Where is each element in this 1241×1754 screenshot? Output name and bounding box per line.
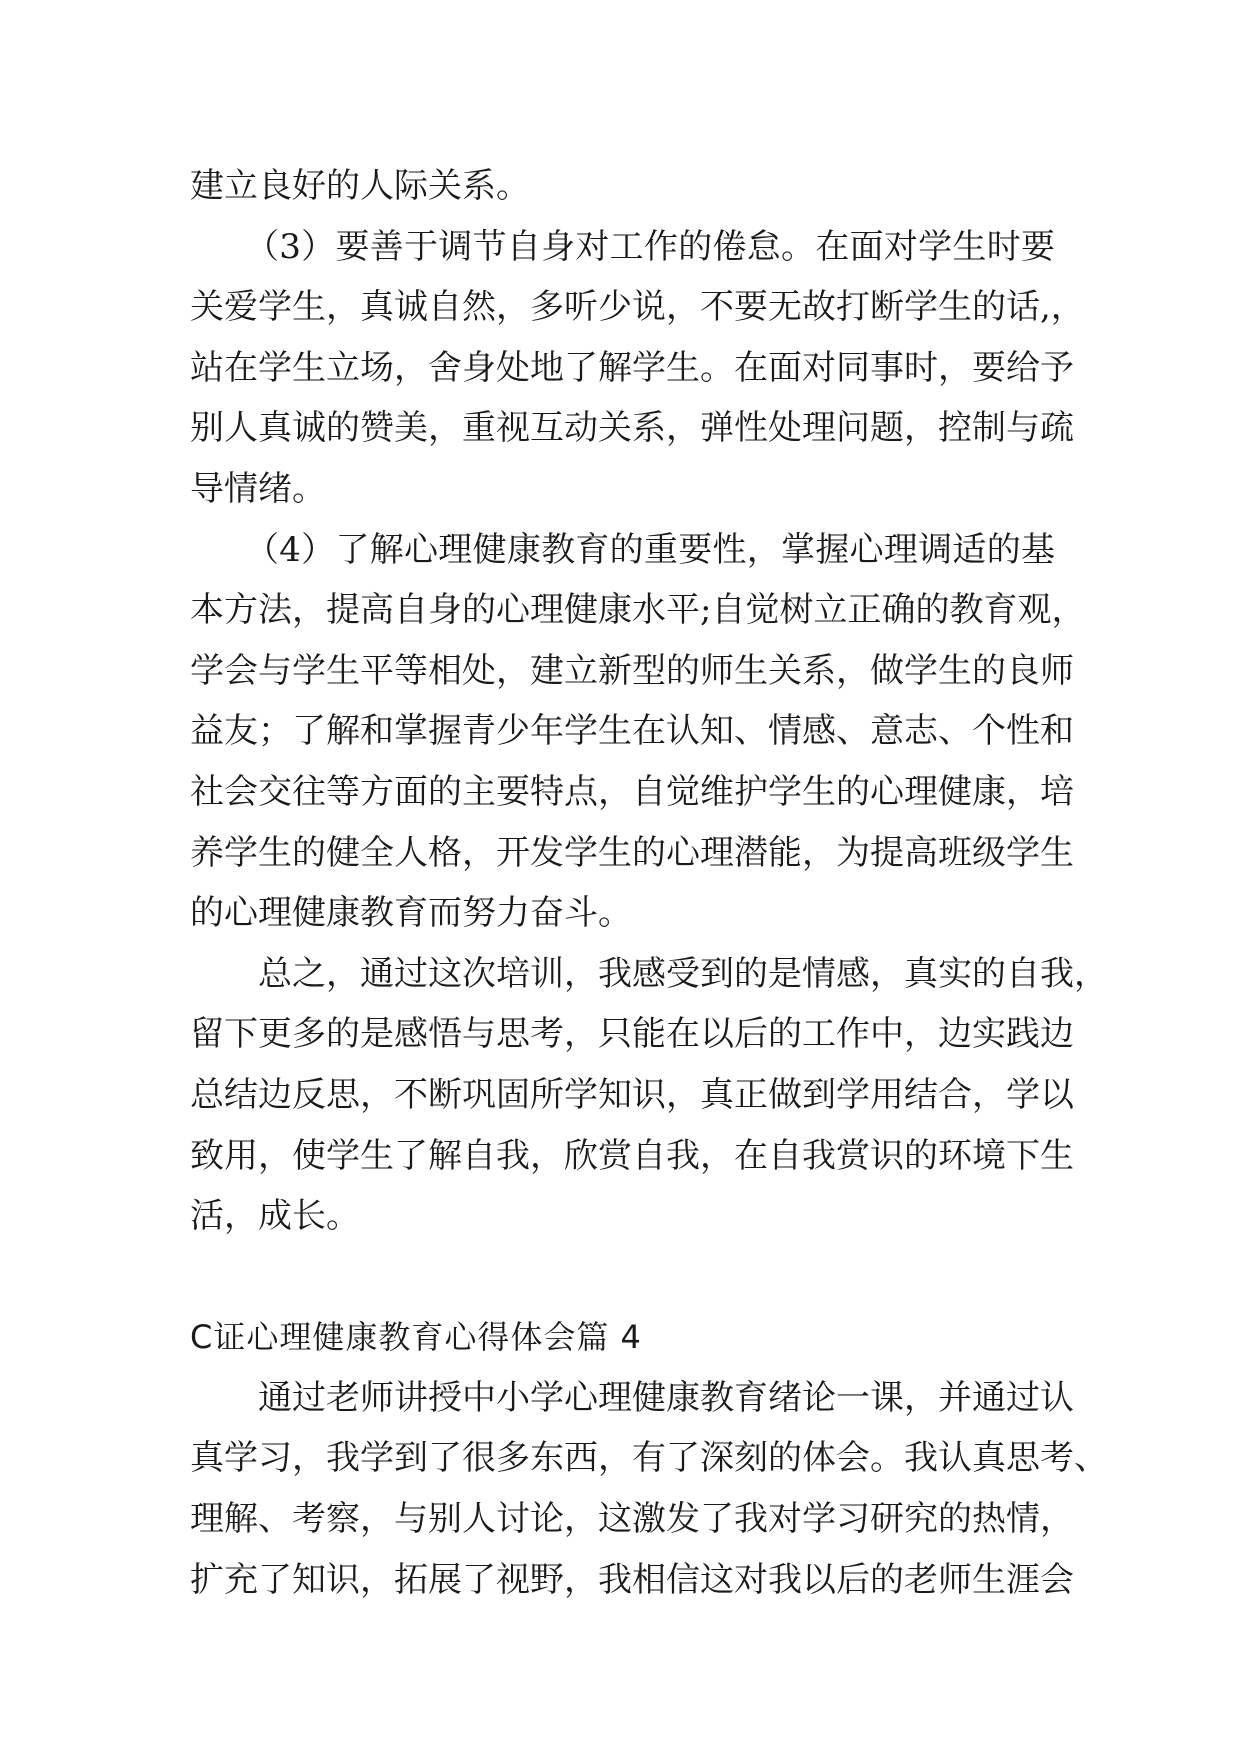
text-line: 学会与学生平等相处，建立新型的师生关系，做学生的良师 xyxy=(190,650,1074,691)
text-line: 致用，使学生了解自我，欣赏自我，在自我赏识的环境下生 xyxy=(190,1135,1074,1176)
text-line: 理解、考察，与别人讨论，这激发了我对学习研究的热情， xyxy=(190,1499,1074,1540)
paragraph-block-2 xyxy=(190,1368,1108,1610)
text-line: 扩充了知识，拓展了视野，我相信这对我以后的老师生涯会 xyxy=(190,1559,1074,1600)
text-line: 总结边反思，不断巩固所学知识，真正做到学用结合，学以 xyxy=(190,1074,1074,1115)
text-line: 导情绪。 xyxy=(190,468,326,509)
text-line: 社会交往等方面的主要特点，自觉维护学生的心理健康，培 xyxy=(190,771,1074,812)
text-line: 养学生的健全人格，开发学生的心理潜能，为提高班级学生 xyxy=(190,832,1074,873)
text-line: 活，成长。 xyxy=(190,1196,360,1237)
text-line: 总之，通过这次培训，我感受到的是情感，真实的自我， xyxy=(258,953,1108,994)
paragraph-block-1 xyxy=(190,156,1108,1247)
text-line: 留下更多的是感悟与思考，只能在以后的工作中，边实践边 xyxy=(190,1014,1074,1055)
text-line: （4）了解心理健康教育的重要性，掌握心理调适的基 xyxy=(245,529,1055,570)
text-line: （3）要善于调节自身对工作的倦怠。在面对学生时要 xyxy=(245,226,1055,267)
text-line: 真学习，我学到了很多东西，有了深刻的体会。我认真思考、 xyxy=(190,1438,1108,1479)
text-line: 通过老师讲授中小学心理健康教育绪论一课，并通过认 xyxy=(258,1377,1074,1418)
text-line: 本方法，提高自身的心理健康水平;自觉树立正确的教育观， xyxy=(190,590,1086,631)
section-spacer xyxy=(190,1247,1055,1308)
text-line: 的心理健康教育而努力奋斗。 xyxy=(190,893,632,934)
text-line: 关爱学生，真诚自然，多听少说，不要无故打断学生的话,， xyxy=(190,287,1085,328)
text-line: 建立良好的人际关系。 xyxy=(190,166,530,206)
section-heading: C证心理健康教育心得体会篇 4 xyxy=(190,1318,642,1357)
text-line: 别人真诚的赞美，重视互动关系，弹性处理问题，控制与疏 xyxy=(190,408,1074,449)
document-body xyxy=(190,156,1108,1610)
text-line: 益友；了解和掌握青少年学生在认知、情感、意志、个性和 xyxy=(190,711,1074,752)
text-line: 站在学生立场，舍身处地了解学生。在面对同事时，要给予 xyxy=(190,347,1074,388)
